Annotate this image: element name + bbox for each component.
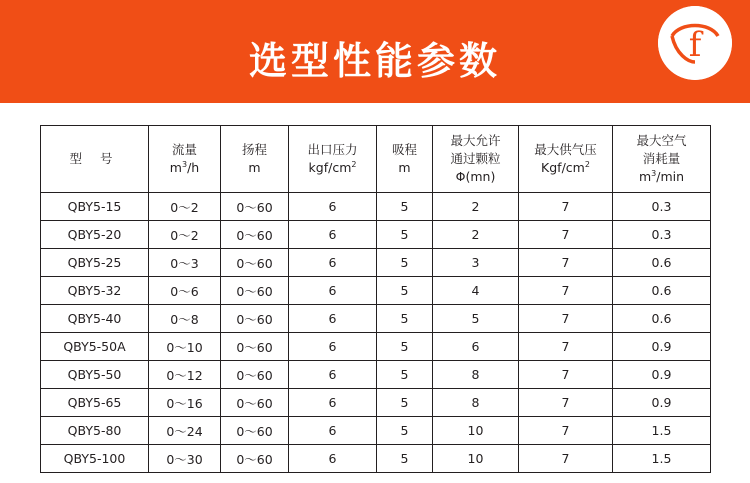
table-row bbox=[41, 249, 711, 277]
cell-head: 0～60 bbox=[221, 445, 289, 473]
col-header-head: 扬程 m bbox=[221, 126, 289, 193]
table-header-row bbox=[41, 126, 711, 193]
cell-head: 0～60 bbox=[221, 417, 289, 445]
cell-model: QBY5-65 bbox=[41, 389, 149, 417]
cell-max-particle: 10 bbox=[433, 445, 519, 473]
cell-model: QBY5-15 bbox=[41, 193, 149, 221]
cell-head: 0～60 bbox=[221, 221, 289, 249]
cell-max-particle: 2 bbox=[433, 193, 519, 221]
cell-max-air-consumption: 0.9 bbox=[613, 361, 711, 389]
cell-max-air-pressure: 7 bbox=[519, 333, 613, 361]
cell-max-particle: 10 bbox=[433, 417, 519, 445]
cell-max-particle: 8 bbox=[433, 361, 519, 389]
table-row bbox=[41, 277, 711, 305]
cell-max-particle: 2 bbox=[433, 221, 519, 249]
svg-text:f: f bbox=[688, 25, 702, 65]
cell-suction: 5 bbox=[377, 361, 433, 389]
table-row bbox=[41, 417, 711, 445]
cell-max-air-consumption: 0.6 bbox=[613, 277, 711, 305]
cell-flow: 0～6 bbox=[149, 277, 221, 305]
cell-suction: 5 bbox=[377, 417, 433, 445]
cell-flow: 0～2 bbox=[149, 221, 221, 249]
table-row bbox=[41, 389, 711, 417]
cell-max-air-pressure: 7 bbox=[519, 361, 613, 389]
cell-model: QBY5-50A bbox=[41, 333, 149, 361]
cell-max-air-consumption: 0.9 bbox=[613, 389, 711, 417]
cell-outlet-pressure: 6 bbox=[289, 249, 377, 277]
cell-suction: 5 bbox=[377, 333, 433, 361]
table-body bbox=[41, 193, 711, 473]
cell-max-air-consumption: 1.5 bbox=[613, 417, 711, 445]
cell-outlet-pressure: 6 bbox=[289, 305, 377, 333]
cell-outlet-pressure: 6 bbox=[289, 417, 377, 445]
cell-flow: 0～16 bbox=[149, 389, 221, 417]
table-row bbox=[41, 445, 711, 473]
cell-suction: 5 bbox=[377, 445, 433, 473]
spec-table-container bbox=[0, 103, 750, 473]
cell-max-air-pressure: 7 bbox=[519, 445, 613, 473]
cell-flow: 0～8 bbox=[149, 305, 221, 333]
cell-suction: 5 bbox=[377, 249, 433, 277]
cell-outlet-pressure: 6 bbox=[289, 389, 377, 417]
cell-head: 0～60 bbox=[221, 277, 289, 305]
cell-suction: 5 bbox=[377, 193, 433, 221]
cell-suction: 5 bbox=[377, 277, 433, 305]
cell-max-air-consumption: 0.9 bbox=[613, 333, 711, 361]
table-row bbox=[41, 221, 711, 249]
table-row bbox=[41, 305, 711, 333]
col-header-outlet-pressure: 出口压力 kgf/$cm^2$ bbox=[289, 126, 377, 193]
cell-max-particle: 3 bbox=[433, 249, 519, 277]
cell-model: QBY5-20 bbox=[41, 221, 149, 249]
cell-max-air-consumption: 0.6 bbox=[613, 305, 711, 333]
cell-max-particle: 4 bbox=[433, 277, 519, 305]
cell-flow: 0～30 bbox=[149, 445, 221, 473]
col-header-model: 型 号 bbox=[41, 126, 149, 193]
cell-head: 0～60 bbox=[221, 193, 289, 221]
col-header-max-particle: 最大允许 通过颗粒 Φ(mn) bbox=[433, 126, 519, 193]
cell-suction: 5 bbox=[377, 389, 433, 417]
cell-suction: 5 bbox=[377, 305, 433, 333]
cell-max-air-consumption: 0.3 bbox=[613, 221, 711, 249]
cell-outlet-pressure: 6 bbox=[289, 277, 377, 305]
page-title: 选型性能参数 bbox=[248, 39, 501, 83]
col-header-flow: 流量 $m^3/h$ bbox=[149, 126, 221, 193]
table-row bbox=[41, 333, 711, 361]
spec-table bbox=[40, 125, 711, 473]
cell-outlet-pressure: 6 bbox=[289, 221, 377, 249]
cell-max-air-consumption: 0.3 bbox=[613, 193, 711, 221]
cell-model: QBY5-50 bbox=[41, 361, 149, 389]
cell-max-particle: 5 bbox=[433, 305, 519, 333]
cell-max-air-pressure: 7 bbox=[519, 389, 613, 417]
cell-model: QBY5-80 bbox=[41, 417, 149, 445]
cell-model: QBY5-32 bbox=[41, 277, 149, 305]
cell-outlet-pressure: 6 bbox=[289, 361, 377, 389]
page-banner bbox=[0, 0, 750, 103]
company-logo bbox=[658, 6, 732, 80]
cell-head: 0～60 bbox=[221, 361, 289, 389]
cell-suction: 5 bbox=[377, 221, 433, 249]
cell-head: 0～60 bbox=[221, 333, 289, 361]
cell-flow: 0～2 bbox=[149, 193, 221, 221]
cell-flow: 0～12 bbox=[149, 361, 221, 389]
cell-model: QBY5-100 bbox=[41, 445, 149, 473]
cell-flow: 0～3 bbox=[149, 249, 221, 277]
cell-max-air-pressure: 7 bbox=[519, 193, 613, 221]
cell-max-air-pressure: 7 bbox=[519, 305, 613, 333]
cell-max-air-pressure: 7 bbox=[519, 249, 613, 277]
cell-outlet-pressure: 6 bbox=[289, 445, 377, 473]
cell-head: 0～60 bbox=[221, 389, 289, 417]
cell-max-air-consumption: 1.5 bbox=[613, 445, 711, 473]
cell-flow: 0～10 bbox=[149, 333, 221, 361]
cell-outlet-pressure: 6 bbox=[289, 333, 377, 361]
col-header-max-air-consumption: 最大空气 消耗量 $m^3/\min$ bbox=[613, 126, 711, 193]
cell-head: 0～60 bbox=[221, 305, 289, 333]
col-header-suction: 吸程 m bbox=[377, 126, 433, 193]
table-row bbox=[41, 193, 711, 221]
cell-max-particle: 6 bbox=[433, 333, 519, 361]
cell-max-particle: 8 bbox=[433, 389, 519, 417]
cell-outlet-pressure: 6 bbox=[289, 193, 377, 221]
cell-max-air-pressure: 7 bbox=[519, 221, 613, 249]
cell-head: 0～60 bbox=[221, 249, 289, 277]
cell-max-air-pressure: 7 bbox=[519, 417, 613, 445]
cell-flow: 0～24 bbox=[149, 417, 221, 445]
cell-model: QBY5-25 bbox=[41, 249, 149, 277]
cell-max-air-consumption: 0.6 bbox=[613, 249, 711, 277]
table-row bbox=[41, 361, 711, 389]
cell-model: QBY5-40 bbox=[41, 305, 149, 333]
cell-max-air-pressure: 7 bbox=[519, 277, 613, 305]
col-header-max-air-pressure: 最大供气压 Kgf/$cm^2$ bbox=[519, 126, 613, 193]
